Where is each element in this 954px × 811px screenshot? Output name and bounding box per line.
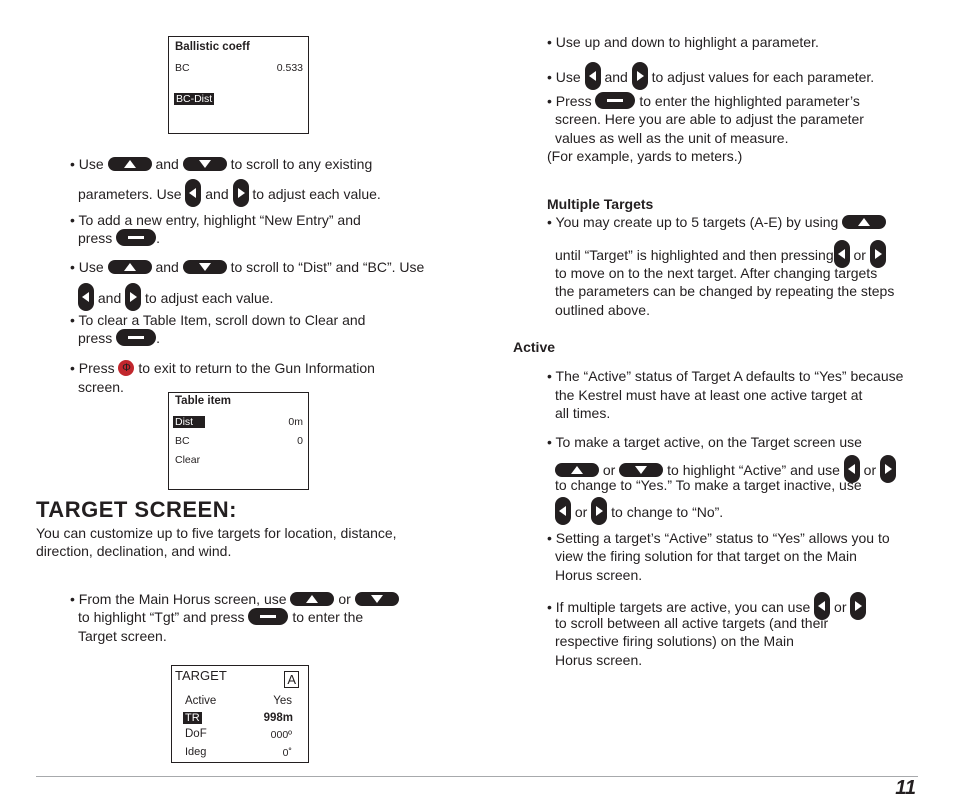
instruction-line <box>70 359 375 377</box>
text: to highlight “Tgt” and press <box>78 609 245 625</box>
text: to adjust each value. <box>145 290 274 306</box>
text: and <box>155 259 179 275</box>
lcd-row-label: TR <box>185 712 200 724</box>
text: or <box>574 504 588 520</box>
instruction-line: values as well as the unit of measure. <box>555 130 789 146</box>
instruction-line <box>555 497 723 525</box>
intro-text: You can customize up to five targets for location, distance, <box>36 525 397 541</box>
enter-button-icon <box>248 608 288 625</box>
instruction-line: • To add a new entry, highlight “New Entry” and <box>70 212 361 228</box>
text: to change to “No”. <box>611 504 724 520</box>
power-button-icon <box>118 360 134 376</box>
left-button-icon <box>555 497 571 525</box>
instruction-line <box>547 92 860 110</box>
lcd-value: 0.533 <box>276 62 303 74</box>
text: to scroll to “Dist” and “BC”. Use <box>230 259 425 275</box>
right-button-icon <box>880 455 896 483</box>
lcd-row-value: 000º <box>270 729 292 741</box>
text: and <box>155 156 179 172</box>
instruction-line <box>547 213 886 231</box>
lcd-title: Table item <box>175 395 232 407</box>
text: or <box>853 247 866 263</box>
instruction-line: all times. <box>555 405 611 421</box>
text: • Press <box>70 360 115 376</box>
text: to enter the highlighted parameter’s <box>639 93 860 109</box>
lcd-row-label: Ideg <box>185 746 207 758</box>
table-item-display <box>168 392 309 490</box>
up-button-icon <box>108 157 152 171</box>
enter-button-icon <box>116 329 156 346</box>
instruction-line: outlined above. <box>555 302 650 318</box>
text: to exit to return to the Gun Information <box>138 360 375 376</box>
text: • Press <box>547 93 592 109</box>
lcd-row-value: Yes <box>273 695 292 707</box>
lcd-row-label: BC <box>175 435 190 447</box>
text: to scroll to any existing <box>230 156 373 172</box>
page-number: 11 <box>895 777 916 799</box>
instruction-line: view the firing solution for that target on the Main <box>555 548 857 564</box>
intro-text: direction, declination, and wind. <box>36 543 232 559</box>
lcd-row-label: Active <box>185 695 217 707</box>
section-heading: TARGET SCREEN: <box>36 497 237 522</box>
up-button-icon <box>290 592 334 606</box>
text: . <box>156 230 161 246</box>
text: press <box>78 230 113 246</box>
lcd-selected-item: BC-Dist <box>176 93 213 105</box>
down-button-icon <box>619 463 663 477</box>
instruction-line: Horus screen. <box>555 567 643 583</box>
lcd-row-value: 998m <box>263 712 293 724</box>
instruction-line: • To make a target active, on the Target screen use <box>547 434 862 450</box>
text: to enter the <box>292 609 364 625</box>
subheading: Active <box>513 339 556 355</box>
text: and <box>604 69 628 85</box>
instruction-line <box>78 229 160 247</box>
text: or <box>338 591 351 607</box>
ballistic-coeff-display <box>168 36 309 134</box>
instruction-line <box>70 155 372 173</box>
text: • If multiple targets are active, you can use <box>547 599 811 615</box>
instruction-line: to move on to the next target. After changing targets <box>555 265 878 281</box>
instruction-line: screen. <box>78 379 124 395</box>
instruction-line <box>78 283 273 311</box>
left-button-icon <box>185 179 201 207</box>
lcd-row-label: Clear <box>175 454 201 466</box>
text: until “Target” is highlighted and then pressing <box>555 247 834 263</box>
instruction-line <box>70 590 399 608</box>
text: and <box>97 290 122 306</box>
text: press <box>78 330 113 346</box>
lcd-title: Ballistic coeff <box>175 41 250 53</box>
instruction-line: • To clear a Table Item, scroll down to Clear and <box>70 312 366 328</box>
text: or <box>602 462 616 478</box>
instruction-line: to scroll between all active targets (and their <box>555 615 829 631</box>
text: or <box>863 462 877 478</box>
text: parameters. Use <box>78 186 182 202</box>
text: • You may create up to 5 targets (A-E) by using <box>547 214 839 230</box>
lcd-row-value: 0m <box>288 416 303 428</box>
up-button-icon <box>108 260 152 274</box>
text: to adjust each value. <box>252 186 381 202</box>
footer-divider <box>36 776 918 777</box>
instruction-line <box>70 258 424 276</box>
instruction-line: Horus screen. <box>555 652 643 668</box>
target-display <box>171 665 309 763</box>
text: • Use <box>70 156 104 172</box>
right-button-icon <box>850 592 866 620</box>
text: • Use <box>70 259 104 275</box>
target-letter-badge: A <box>284 671 299 688</box>
instruction-line: • Setting a target’s “Active” status to “Yes” allows you to <box>547 530 890 546</box>
lcd-row-value: 0˚ <box>282 747 292 759</box>
text: to highlight “Active” and use <box>667 462 840 478</box>
enter-button-icon <box>116 229 156 246</box>
instruction-line <box>78 329 160 347</box>
lcd-row-label: DoF <box>185 728 207 740</box>
instruction-line: the Kestrel must have at least one active target at <box>555 387 863 403</box>
lcd-label: BC <box>175 62 190 74</box>
text: . <box>156 330 161 346</box>
instruction-line <box>78 179 381 207</box>
enter-button-icon <box>595 92 635 109</box>
lcd-row-value: 0 <box>297 435 303 447</box>
instruction-line: • The “Active” status of Target A defaults to “Yes” because <box>547 368 904 384</box>
up-button-icon <box>842 215 886 229</box>
left-button-icon <box>78 283 94 311</box>
right-button-icon <box>632 62 648 90</box>
down-button-icon <box>183 260 227 274</box>
text: • From the Main Horus screen, use <box>70 591 287 607</box>
text: and <box>205 186 229 202</box>
up-button-icon <box>555 463 599 477</box>
text: or <box>834 599 847 615</box>
text: • Use <box>547 69 581 85</box>
instruction-line: to change to “Yes.” To make a target inactive, use <box>555 477 862 493</box>
left-button-icon <box>585 62 601 90</box>
lcd-title: TARGET <box>175 668 227 683</box>
down-button-icon <box>355 592 399 606</box>
down-button-icon <box>183 157 227 171</box>
lcd-row-label: Dist <box>173 416 205 428</box>
instruction-line <box>547 62 874 90</box>
instruction-line: • Use up and down to highlight a parameter. <box>547 34 819 50</box>
subheading: Multiple Targets <box>547 196 654 212</box>
instruction-line: screen. Here you are able to adjust the parameter <box>555 111 864 127</box>
text: to adjust values for each parameter. <box>651 69 875 85</box>
instruction-line: the parameters can be changed by repeating the steps <box>555 283 895 299</box>
right-button-icon <box>125 283 141 311</box>
instruction-line: respective firing solutions) on the Main <box>555 633 794 649</box>
right-button-icon <box>233 179 249 207</box>
instruction-line: (For example, yards to meters.) <box>547 148 743 164</box>
instruction-line: Target screen. <box>78 628 167 644</box>
instruction-line <box>78 608 363 626</box>
right-button-icon <box>591 497 607 525</box>
